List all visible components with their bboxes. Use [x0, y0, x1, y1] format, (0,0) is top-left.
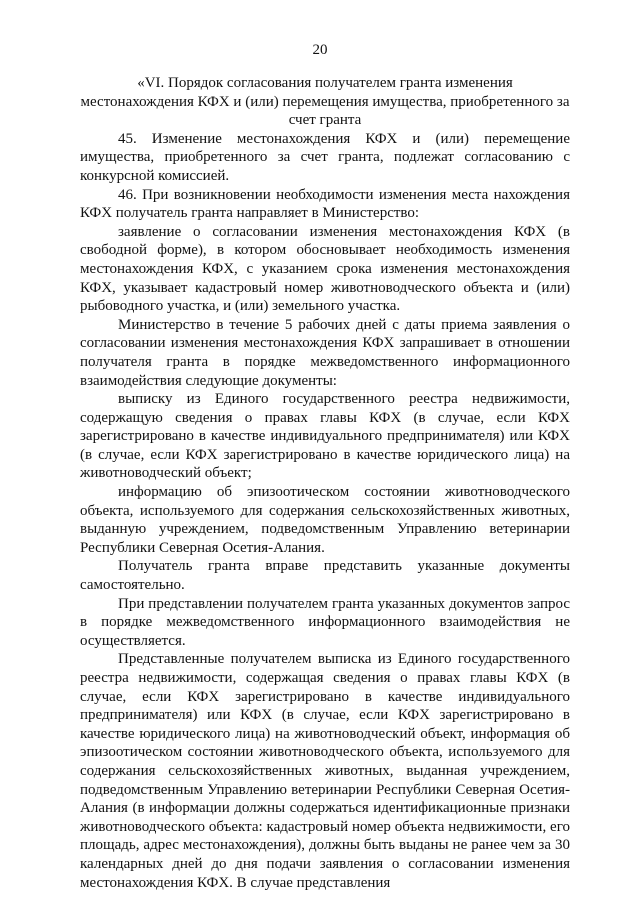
paragraph-application: заявление о согласовании изменения местонахождения КФХ (в свободной форме), в котором обосновывает необходимость изменения местонахождения КФХ, с указанием срока изменения местонахождения КФХ, указывает кадастровый номер животноводческого объекта и (или) рыбоводного участка, и (или) земельного участка. [80, 223, 570, 315]
paragraph-46: 46. При возникновении необходимости изменения места нахождения КФХ получатель гранта направляет в Министерство: [80, 186, 570, 222]
paragraph-no-request: При представлении получателем гранта указанных документов запрос в порядке межведомственного информационного взаимодействия не осуществляется. [80, 595, 570, 649]
section-title: «VI. Порядок согласования получателем гранта изменения местонахождения КФХ и (или) перемещения имущества, приобретенного за счет гранта [80, 75, 570, 129]
paragraph-documents-validity: Представленные получателем выписка из Единого государственного реестра недвижимости, содержащая сведения о правах главы КФХ (в случае, если КФХ зарегистрировано в качестве индивидуального предпринимателя) или КФХ (в случае, если КФХ зарегистрировано в качестве юридического лица) на животноводческий объект, информация об эпизоотическом состоянии животноводческого объекта, используемого для содержания сельскохозяйственных животных, выданная учреждением, подведомственным Управлению ветеринарии Республики Северная Осетия-Алания (в информации должны содержаться идентификационные признаки животноводческого объекта: кадастровый номер объекта недвижимости, его площадь, адрес местонахождения), должны быть выданы не ранее чем за 30 календарных дней до дня подачи заявления о согласовании изменения местонахождения КФХ. В случае представления [80, 651, 570, 891]
page-number: 20 [312, 42, 328, 58]
paragraph-45: 45. Изменение местонахождения КФХ и (или) перемещение имущества, приобретенного за счет гранта, подлежат согласованию с конкурсной комиссией. [80, 130, 570, 184]
document-body [80, 74, 570, 892]
paragraph-self-submit: Получатель гранта вправе представить указанные документы самостоятельно. [80, 558, 570, 594]
paragraph-ministry-request: Министерство в течение 5 рабочих дней с даты приема заявления о согласовании изменения местонахождения КФХ запрашивает в отношении получателя гранта в порядке межведомственного информационного взаимодействия следующие документы: [80, 316, 570, 389]
paragraph-registry-extract: выписку из Единого государственного реестра недвижимости, содержащую сведения о правах главы КФХ (в случае, если КФХ зарегистрировано в качестве индивидуального предпринимателя) или КФХ (в случае, если КФХ зарегистрировано в качестве юридического лица) на животноводческий объект; [80, 391, 570, 482]
paragraph-epizootic-info: информацию об эпизоотическом состоянии животноводческого объекта, используемого для содержания сельскохозяйственных животных, выданную учреждением, подведомственным Управлению ветеринарии Республики Северная Осетия-Алания. [80, 484, 570, 556]
